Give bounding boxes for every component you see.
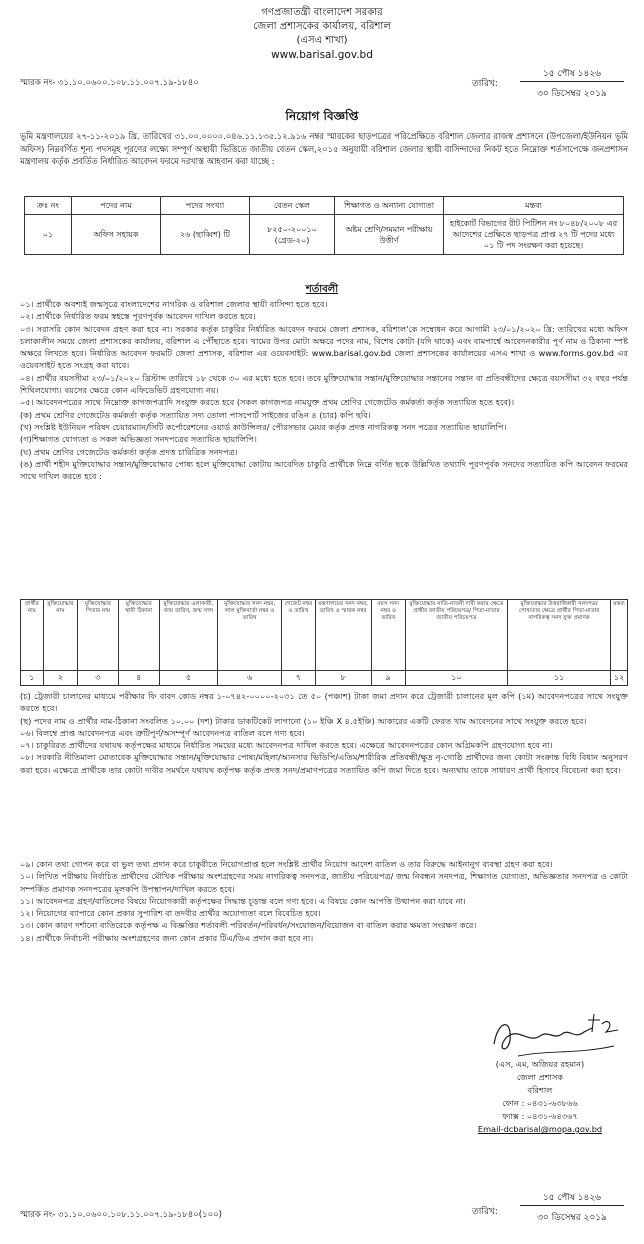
col-qualification: শিক্ষাগত ও অন্যান্য যোগ্যতা [335, 197, 444, 215]
letterhead [0, 0, 644, 62]
condition-item: (ঘ) প্রথম শ্রেণির গেজেটেড কর্মকর্তা কর্তৃক প্রদত্ত চারিত্রিক সনদপত্র। [20, 446, 238, 457]
scale-value: ৮২৫০-২০০১০ [267, 224, 317, 234]
condition-item: ১৪। প্রার্থীকে নির্বাচনী পরীক্ষায় অংশগ্রহণের জন্য কোন প্রকার টিএ/ডিএ প্রদান করা হবে না। [20, 932, 314, 943]
conditions-title: শর্তাবলী [305, 284, 339, 295]
col-post: পদের নাম [72, 197, 161, 215]
condition-item: (ক) প্রথম শ্রেণির গেজেটেড কর্মকর্তা কর্তৃক সত্যায়িত সদ্য তোলা পাসপোর্ট সাইজের রঙিন ৪ (চার) কপি ছবি। [20, 409, 371, 420]
ff-table-numbers [21, 671, 628, 686]
signature-scribble [488, 1010, 628, 1062]
condition-item: (ঙ) প্রার্থী শহীদ মুক্তিযোদ্ধার সন্তান/মুক্তিযোদ্ধার পোষ্য হলে মুক্তিযোদ্ধা কোটায় আবেদিত চাকুরি প্রার্থীকে নিম্নে বর্ণিত ছকে উল্লিখিত তথ্যাদি পূরণপূর্বক সনদের সত্যায়িত কপি আবেদন ফরমের সাথে দাখিল করতে হবে : [20, 458, 628, 482]
condition-item: ০৮। সরকারি নীতিমালা মোতাবেক মুক্তিযোদ্ধার সন্তান/মুক্তিযোদ্ধার পোষ্য/মহিলা/আনসার ভিডিপি/এতিম/শারীরিক প্রতিবন্ধী/ক্ষুদ্র নৃ-গোষ্ঠি প্রার্থীদের জন্য কোটা সংক্রান্ত বিধি বিধান অনুসরণ করা হবে। এক্ষেত্রে প্রার্থীকে তার কোটা দাবীর সমর্থনে যথাযথ কর্তৃপক্ষ কর্তৃক প্রদত্ত সনদ/প্রমাণপত্রের সত্যায়িত কপি জমা দিতে হবে। অন্যথায় তাকে সাধারণ প্রার্থী হিসাবে বিবেচনা করা হবে। [20, 752, 628, 775]
ff-col: মুক্তিযোদ্ধার স্থায়ী ঠিকানা [118, 600, 159, 671]
date-divider [520, 81, 624, 82]
ff-col: মুক্তিযোদ্ধার সনদ নম্বর, লাল মুক্তিবার্তা নম্বর ও তারিখ [217, 600, 281, 671]
post-table-header [25, 197, 624, 215]
post-table [24, 196, 624, 255]
freedom-fighter-table [20, 599, 628, 686]
ff-num: ৬ [217, 671, 281, 686]
ff-num: ১ [21, 671, 44, 686]
cell-scale [250, 215, 335, 255]
email-link[interactable]: Email-dcbarisal@mopa.gov.bd [477, 1124, 603, 1134]
condition-item: (গ)শিক্ষাগত যোগ্যতা ও সকল অভিজ্ঞতা সনদপত্রের সত্যায়িত ছায়ালিপি। [20, 434, 257, 445]
ff-col: গেজেট নম্বর ও তারিখ [282, 600, 315, 671]
memo-ref: স্মারক নং- ৩১.১০.০৬০০.১০৮.১১.০০৭.১৯-১৮৪০ [20, 78, 199, 88]
date-english: ৩০ ডিসেম্বর ২০১৯ [537, 1213, 607, 1223]
ff-col: মন্তব্য [611, 600, 628, 671]
col-scale: বেতন স্কেল [250, 197, 335, 215]
ff-table-header [21, 600, 628, 671]
signatory-place: বরিশাল [527, 1085, 553, 1095]
signature-block [440, 1058, 640, 1136]
ff-num: ৪ [118, 671, 159, 686]
signatory-name: (এস, এম, অজিয়র রহমান) [495, 1059, 585, 1069]
office-name: জেলা প্রশাসকের কার্যালয়, বরিশাল [253, 21, 391, 32]
date-label: তারিখ: [472, 1207, 498, 1217]
ff-col: মন্ত্রণালয়ের সনদ নম্বর, তারিখ ও স্মারক নম্বর [315, 600, 371, 671]
condition-item: ০৭। চাকুরিরত প্রার্থীদের যথাযথ কর্তৃপক্ষের মাধ্যমে নির্ধারিত সময়ের মধ্যে আবেদনপত্র দাখিল করতে হবে। এক্ষেত্রে আবেদনপত্রের কোন অগ্রিমকপি গ্রহণযোগ্য হবে না। [20, 740, 553, 751]
date-bangla: ১৫ পৌষ ১৪২৬ [542, 1193, 602, 1203]
ff-num: ৩ [78, 671, 118, 686]
ff-col: মুক্তিযোদ্ধার উত্তরাধিকারী সনদপত্র/ পোষ্যতার ক্ষেত্রে প্রার্থীর পিতা-মাতার নাগরিকত্ব সনদ যুক্ত প্রমাণক [508, 600, 611, 671]
footer-date [450, 1180, 630, 1223]
ff-col: মুক্তিযোদ্ধার নাম [43, 600, 78, 671]
ff-col: মুক্তিযোদ্ধার এলাকায়ী, জন্ম তারিখ, জন্ম সাল [159, 600, 217, 671]
website-link[interactable]: www.barisal.gov.bd [271, 49, 373, 61]
ff-num: ২ [43, 671, 78, 686]
grade-value: (গ্রেড-২০) [274, 235, 310, 245]
notice-title: নিয়োগ বিজ্ঞপ্তি [285, 109, 359, 123]
memo-date [450, 64, 630, 100]
date-divider [520, 1205, 624, 1206]
ff-num: ৮ [315, 671, 371, 686]
section-name: (এসএ শাখা) [296, 35, 348, 46]
cell-post: অফিস সহায়ক [72, 215, 161, 255]
ff-col: মুক্তিযোদ্ধার নাতি-নাতনী দাবী করার ক্ষেত্রে প্রার্থীর জাতীয় পরিচয়পত্র/ পিতা-মাতার জাতীয় পরিচয়পত্র [405, 600, 507, 671]
phone-number: ফোন : ০৪৩১-৬৩৮৬৬ [502, 1098, 578, 1108]
ff-col: বয়স সনদ নম্বর ও তারিখ [371, 600, 405, 671]
condition-item: (খ) সংশ্লিষ্ট ইউনিয়ন পরিষদ চেয়ারম্যান/সিটি কর্পোরেশনের ওয়ার্ড কাউন্সিলর/ পৌরসভার মেয়র কর্তৃক প্রদত্ত নাগরিকত্ব সনদ পত্রের সত্যায়িত ছায়ালিপি। [20, 421, 507, 432]
signatory-designation: জেলা প্রশাসক [516, 1072, 564, 1082]
condition-item: ১০। লিখিত পরীক্ষায় নির্বাচিত প্রার্থীদের মৌখিক পরীক্ষায় অংশগ্রহণের সময় নাগরিকত্ব সনদপত্র, জাতীয় পরিচয়পত্র/ জন্ম নিবন্ধন সনদপত্র, শিক্ষাগত যোগ্যতা, অভিজ্ঞতার সনদপত্র ও কোটা সম্পর্কিত প্রমাণক সনদপত্রের মূলকপি উপস্থাপন/দাখিল করতে হবে। [20, 871, 628, 894]
condition-item: ০২। প্রার্থীকে নির্ধারিত ফরম স্বহস্তে পূরণপূর্বক আবেদন দাখিল করতে হবে। [20, 311, 256, 322]
col-count: পদের সংখ্যা [161, 197, 250, 215]
conditions-list-3 [20, 858, 628, 944]
ff-num: ৭ [282, 671, 315, 686]
cell-remark: হাইকোর্ট বিভাগের রীট পিটিশন নং ৮০৪৮/২০০৮ এর আদেশের প্রেক্ষিতে ছাড়পত্র প্রাপ্ত ২৭ টি পদের মধ্যে ০১ টি পদ সংরক্ষণ করা হয়েছে। [444, 215, 624, 255]
condition-item: ০৫। আবেদনপত্রের সাথে নিম্নোক্ত কাগজপত্রাদি সংযুক্ত করতে হবে (সকল কাগজপত্র নামযুক্ত প্রথম শ্রেণির গেজেটেড কর্মকর্তা কর্তৃক সত্যায়িত হতে হবে)। [20, 397, 515, 408]
condition-item: ০৪। প্রার্থীর বয়সসীমা ২৩/০১/২০২০ খ্রিস্টাব্দ তারিখে ১৮ থেকে ৩০ এর মধ্যে হতে হবে। তবে মুক্তিযোদ্ধার সন্তান/মুক্তিযোদ্ধার সন্তানের সন্তান বা প্রতিবন্ধীদের ক্ষেত্রে বয়সসীমা ৩২ বছর পর্যন্ত শিথিলযোগ্য। বয়সের ক্ষেত্রে কোন এফিডেভিট গ্রহণযোগ্য নয়। [20, 372, 628, 396]
condition-item: ১৩। কোন কারণ দর্শানো ব্যতিরেকে কর্তৃপক্ষ এ বিজ্ঞপ্তির শর্তাবলী পরিবর্তন/পরিবর্ধন/সংযোজন/বিয়োজন বা বাতিল করার ক্ষমতা সংরক্ষণ করে। [20, 920, 477, 931]
ff-num: ৯ [371, 671, 405, 686]
col-remark: মন্তব্য [444, 197, 624, 215]
condition-item: ০৬। বিলম্বে প্রাপ্ত আবেদনপত্র এবং ত্রুটিপূর্ণ/অসম্পূর্ণ আবেদনপত্র বাতিল বলে গণ্য হবে। [20, 727, 305, 738]
intro-paragraph: ভূমি মন্ত্রণালয়ের ২৭-১১-২০১৯ খ্রি. তারিখের ৩১.০০.০০০০.০৪৬.১১.১৩৫.১২.৯১৬ নম্বর স্মারকের ছাড়পত্রের পরিপ্রেক্ষিতে বরিশাল জেলার রাজস্ব প্রশাসনে (উপজেলা/ইউনিয়ন ভূমি অফিস) নিম্নবর্ণিত শূন্য পদসমূহ পূরণের লক্ষ্যে সম্পূর্ণ অস্থায়ী ভিত্তিতে জাতীয় বেতন স্কেল,২০১৫ অনুযায়ী বরিশাল জেলার স্থায়ী বাসিন্দাদের নিকট হতে নিম্নোক্ত শর্তসাপেক্ষে জনপ্রশাসন মন্ত্রণালয় কর্তৃক প্রবর্তিত নির্ধারিত আবেদন ফরমে দরখাস্ত আহবান করা যাচ্ছে : [20, 131, 628, 166]
condition-item: ০৩। সরাসরি কোন আবেদন গ্রহণ করা হবে না। সরকার কর্তৃক চাকুরির নির্ধারিত আবেদন ফরমে জেলা প্রশাসক, বরিশাল'কে সম্বোধন করে আগামী ২৩/০১/২০২০ খ্রি: তারিখের মধ্যে অফিস চলাকালীন সময়ে জেলা প্রশাসকের কার্যালয়, বরিশাল এ পৌঁছাতে হবে। খামের উপর মোটা অক্ষরে পদের নাম, বিশেষ কোটা (যদি থাকে) এবং বামপার্শ্বে আবেদনকারীর পূর্ণ নাম ও ঠিকানা স্পষ্ট অক্ষরে লিখতে হবে। নির্ধারিত আবেদন ফরমটি জেলা প্রশাসক, বরিশাল এর ওয়েবসাইট: www.barisal.gov.bd জেলা প্রশাসকের কার্যালয়ের এসএ শাখা ও www.forms.gov.bd এর ওয়েবসাইট হতে সংগ্রহ করা যাবে। [20, 323, 628, 371]
cell-qualification: অষ্টম শ্রেণি/সমমান পরীক্ষায় উত্তীর্ণ [335, 215, 444, 255]
ff-num: ১২ [611, 671, 628, 686]
ff-col: প্রার্থীর নাম [21, 600, 44, 671]
footer-memo-ref: স্মারক নং- ৩১.১০.০৬০০.১০৮.১১.০০৭.১৯-১৮৪০(১০০) [20, 1210, 222, 1220]
date-english: ৩০ ডিসেম্বর ২০১৯ [537, 89, 607, 99]
conditions-list-2 [20, 690, 628, 776]
condition-item: ১১। আবেদনপত্র গ্রহণ/বাতিলের বিষয়ে নিয়োগকারী কর্তৃপক্ষের সিদ্ধান্ত চূড়ান্ত বলে গণ্য হবে। এ বিষয়ে কোন আপত্তি উত্থাপন করা যাবে না। [20, 895, 466, 906]
date-bangla: ১৫ পৌষ ১৪২৬ [542, 69, 602, 79]
condition-item: ০৯। কোন তথ্য গোপন করে বা ভুল তথ্য প্রদান করে চাকুরীতে নিয়োগপ্রাপ্ত হলে সংশ্লিষ্ট প্রার্থীর নিয়োগ আদেশ বাতিল ও তার বিরুদ্ধে আইনানুগ ব্যবস্থা গ্রহণ করা হবে। [20, 859, 553, 869]
col-sl: ক্রঃ নং [25, 197, 72, 215]
conditions-list [20, 298, 628, 482]
cell-count: ২৬ (ছাব্বিশ) টি [161, 215, 250, 255]
condition-item: ০১। প্রার্থীকে অবশ্যই জন্মসূত্রে বাংলাদেশের নাগরিক ও বরিশাল জেলার স্থায়ী বাসিন্দা হতে হবে। [20, 299, 328, 309]
ff-col: মুক্তিযোদ্ধার পিতার নাম [78, 600, 118, 671]
cell-sl: ০১ [25, 215, 72, 255]
govt-name: গণপ্রজাতন্ত্রী বাংলাদেশ সরকার [261, 7, 383, 18]
ff-num: ১১ [508, 671, 611, 686]
fax-number: ফ্যাক্স : ০৪৩১-৬৪৩৬৭ [502, 1111, 578, 1121]
condition-item: ১২। নিয়োগের ব্যাপারে কোন প্রকার সুপারিশ বা তদবীর প্রার্থীর অযোগ্যতা বলে বিবেচিত হবে। [20, 908, 321, 919]
ff-num: ৫ [159, 671, 217, 686]
table-row [25, 215, 624, 255]
condition-item: (ছ) পদের নাম ও প্রার্থীর নাম-ঠিকানা সংবলিত ১০.০০ (দশ) টাকার ডাকটিকেট লাগানো (১০ ইঞ্চি X ৪.৫ইঞ্চি) আকারের একটি ফেরত খাম আবেদনের সাথে সংযুক্ত করতে হবে। [20, 715, 587, 726]
ff-num: ১০ [405, 671, 507, 686]
date-label: তারিখ: [472, 79, 498, 89]
condition-item: (চ) ট্রেজারী চালানের মাধ্যমে পরীক্ষার ফি বাবদ কোড নম্বর ১-০৭৪২-০০০০-২০৩১ তে ৫০ (পঞ্চাশ) টাকা জমা প্রদান করে ট্রেজারী চালানের মূল কপি (১ম) আবেদনপত্রের সাথে সংযুক্ত করতে হবে। [20, 691, 628, 714]
